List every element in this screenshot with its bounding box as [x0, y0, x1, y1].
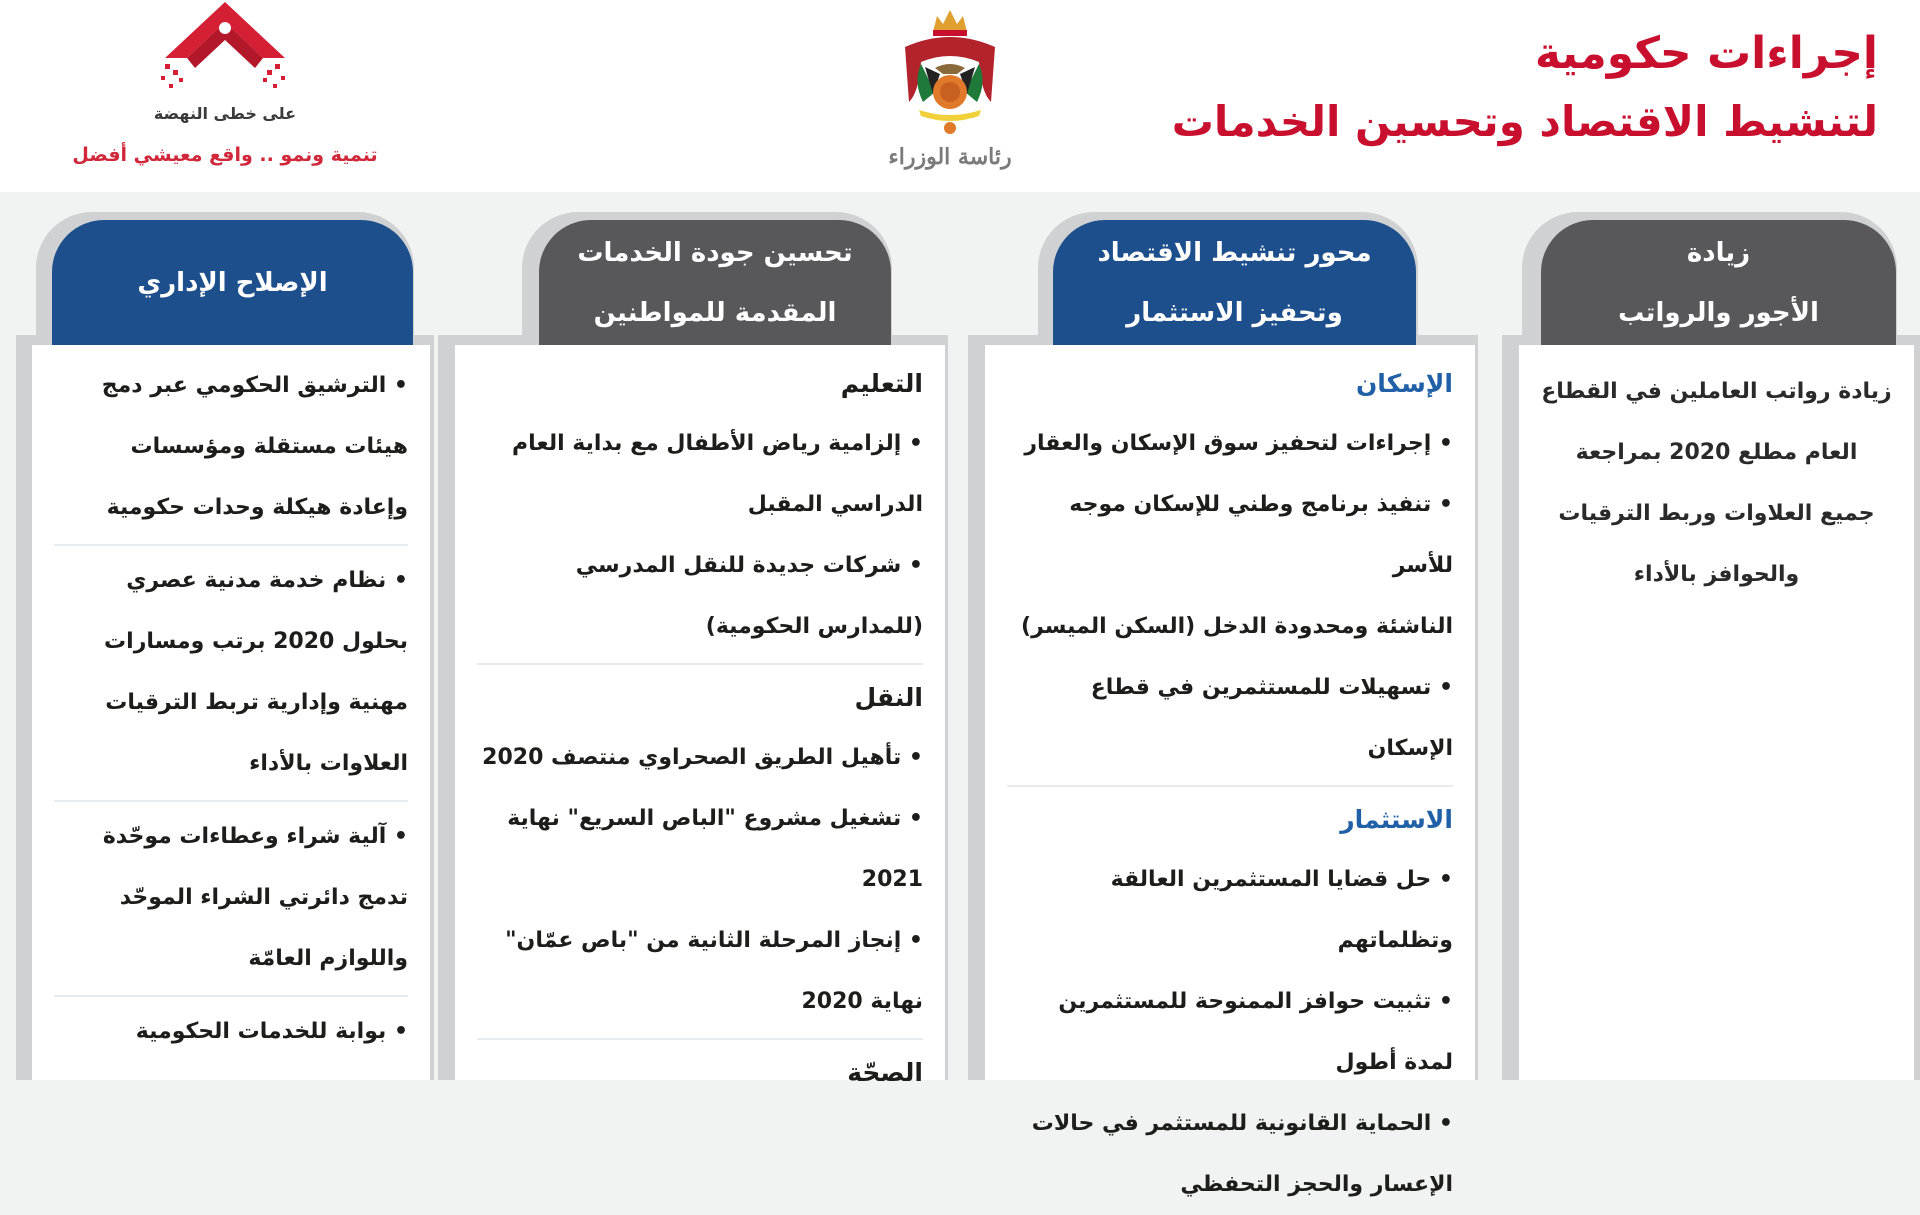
list-item: بحلول 2020 برتب ومسارات [104, 629, 408, 654]
list-item: • تشغيل مشروع "الباص السريع" نهاية [507, 806, 923, 831]
list-item: نهاية 2020 [801, 989, 923, 1014]
list-item: • آلية شراء وعطاءات موحّدة [102, 824, 408, 849]
list-item: • الترشيق الحكومي عبر دمج [101, 373, 408, 398]
emblem-caption: رئاسة الوزراء [888, 144, 1012, 170]
tab-admin-reform-label: الإصلاح الإداري [137, 267, 328, 298]
roof-star-logo-icon [155, 0, 295, 100]
card-services [455, 345, 945, 1087]
list-item: الناشئة ومحدودة الدخل (السكن الميسر) [1021, 614, 1453, 639]
list-item: • الحماية القانونية للمستثمر في حالات [1031, 1111, 1453, 1136]
list-item: • تثبيت حوافز الممنوحة للمستثمرين [1058, 989, 1453, 1014]
list-item: العلاوات بالأداء [249, 751, 408, 776]
list-item: 2021 [861, 867, 923, 892]
coat-of-arms-icon [885, 2, 1015, 142]
section-transport-title: النقل [854, 683, 923, 712]
list-item: لمدة أطول [1335, 1050, 1453, 1075]
list-item: • بوابة للخدمات الحكومية [135, 1019, 408, 1044]
jordan-coat-of-arms-logo [885, 2, 1015, 182]
section-investment-title: الاستثمار [1340, 805, 1453, 834]
list-item: مهنية وإدارية تربط الترقيات [105, 690, 408, 715]
card-admin-reform [32, 345, 430, 1080]
tab-wages-line-2: الأجور والرواتب [1618, 297, 1819, 328]
tab-wages [1541, 220, 1896, 345]
wages-text [1541, 355, 1892, 605]
tab-economy [1053, 220, 1416, 345]
list-item: • تنفيذ برنامج وطني للإسكان موجه للأسر [1069, 492, 1453, 578]
list-item: • إنجاز المرحلة الثانية من "باص عمّان" [505, 928, 923, 953]
list-item: • إجراءات لتحفيز سوق الإسكان والعقار [1024, 431, 1453, 456]
wages-text-line: زيادة رواتب العاملين في القطاع [1541, 379, 1892, 404]
wages-text-line: والحوافز بالأداء [1633, 562, 1800, 587]
list-item: • إلزامية رياض الأطفال مع بداية العام [512, 431, 923, 456]
tab-wages-line-1: زيادة [1686, 237, 1751, 268]
title-line-1: إجراءات حكومية [1534, 28, 1878, 79]
tab-economy-line-1: محور تنشيط الاقتصاد [1097, 237, 1372, 268]
list-item: • نظام خدمة مدنية عصري [126, 568, 408, 593]
wages-text-line: جميع العلاوات وربط الترقيات [1558, 501, 1875, 526]
section-education-title: التعليم [840, 369, 923, 398]
divider [54, 800, 408, 802]
list-item: تدمج دائرتي الشراء الموحّد [119, 885, 408, 910]
divider [1007, 785, 1453, 787]
section-housing-title: الإسكان [1355, 369, 1453, 398]
divider [477, 663, 923, 665]
list-item: وإعادة هيكلة وحدات حكومية [106, 495, 408, 520]
list-item: وتظلماتهم [1337, 928, 1453, 953]
tab-economy-line-2: وتحفيز الاستثمار [1126, 297, 1343, 328]
list-item: واللوازم العامّة [248, 946, 408, 971]
list-item: • تأهيل الطريق الصحراوي منتصف 2020 [482, 745, 923, 770]
divider [54, 544, 408, 546]
list-item: الدراسي المقبل [747, 492, 923, 517]
list-item: • حل قضايا المستثمرين العالقة [1110, 867, 1453, 892]
list-item: • تسهيلات للمستثمرين في قطاع الإسكان [1090, 675, 1453, 761]
tab-admin-reform [52, 220, 413, 345]
list-item: • شركات جديدة للنقل المدرسي [575, 553, 923, 578]
list-item: (للمدارس الحكومية) [705, 614, 923, 639]
list-item: الإعسار والحجز التحفظي [1180, 1172, 1453, 1197]
card-economy [985, 345, 1475, 1197]
plan-slogan: تنمية ونمو .. واقع معيشي أفضل [72, 144, 378, 166]
list-item: هيئات مستقلة ومؤسسات [130, 434, 408, 459]
section-health-title: الصحّة [847, 1058, 923, 1087]
plan-tagline: على خطى النهضة [153, 104, 297, 123]
divider [54, 995, 408, 997]
tab-services [539, 220, 891, 345]
title-line-2: لتنشيط الاقتصاد وتحسين الخدمات [1171, 97, 1878, 146]
card-wages [1519, 345, 1914, 1080]
header [0, 0, 1920, 192]
divider [477, 1038, 923, 1040]
tab-services-line-2: المقدمة للمواطنين [593, 297, 837, 328]
renaissance-plan-logo [60, 0, 390, 180]
tab-services-line-1: تحسين جودة الخدمات [577, 237, 853, 268]
page-title [1172, 24, 1878, 152]
wages-text-line: العام مطلع 2020 بمراجعة [1575, 440, 1858, 465]
